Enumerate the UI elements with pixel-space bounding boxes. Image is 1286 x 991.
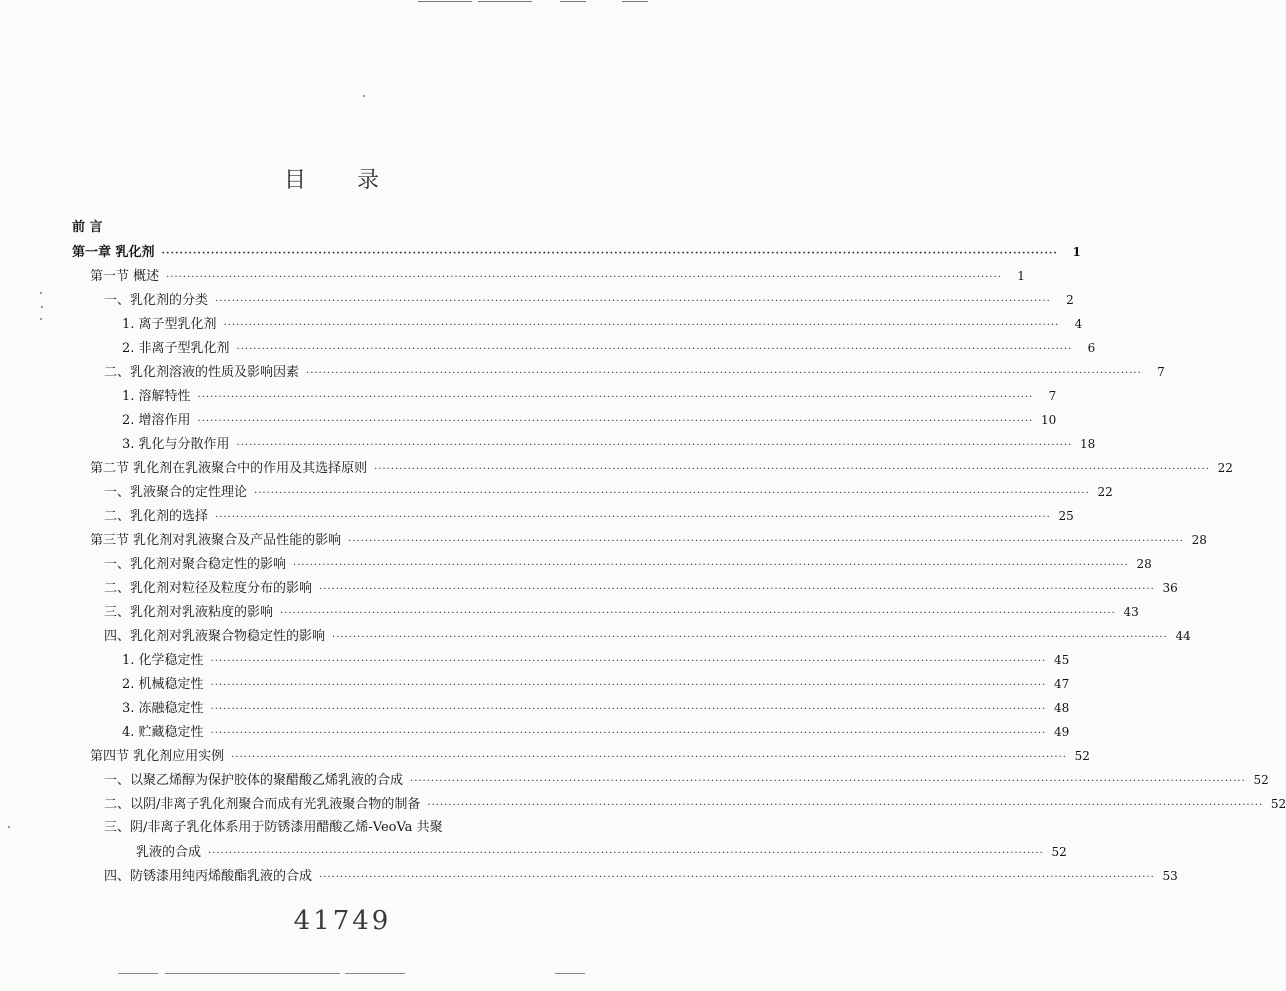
toc-entry xyxy=(72,648,1070,672)
page-title: 目 录 xyxy=(284,168,401,193)
toc-leader-dots: ········································································································································································································ xyxy=(427,800,1264,811)
toc-leader-dots: ········································································································································································································ xyxy=(293,560,1129,571)
toc-entry-title: 二、以阴/非离子乳化剂聚合而成有光乳液聚合物的制备 xyxy=(104,797,421,812)
toc-entry xyxy=(72,504,1074,528)
toc-page-number: 7 xyxy=(1048,389,1057,403)
toc-leader-dots: ········································································································································································································ xyxy=(236,440,1073,451)
toc-leader-dots: ········································································································································································································ xyxy=(319,584,1155,595)
toc-page-number: 6 xyxy=(1087,341,1096,355)
scan-speck xyxy=(41,306,43,308)
toc-entry-title: 1. 溶解特性 xyxy=(122,389,191,404)
toc-entry xyxy=(72,744,1090,768)
toc-leader-dots: ········································································································································································································ xyxy=(332,632,1168,643)
toc-entry xyxy=(72,264,1025,288)
toc-page-number: 22 xyxy=(1097,485,1113,499)
toc-leader-dots: ········································································································································································································ xyxy=(254,488,1090,499)
scan-speck xyxy=(40,318,42,320)
toc-page-number: 52 xyxy=(1074,749,1090,763)
toc-entry xyxy=(72,384,1057,408)
toc-entry-title: 一、以聚乙烯醇为保护胶体的聚醋酸乙烯乳液的合成 xyxy=(104,773,404,788)
toc-entry-title: 4. 贮藏稳定性 xyxy=(122,725,204,740)
toc-page-number: 44 xyxy=(1175,629,1191,643)
toc-entry-title: 前 言 xyxy=(72,220,103,235)
toc-entry-title: 第一章 乳化剂 xyxy=(72,245,155,260)
toc-page-number: 10 xyxy=(1041,413,1057,427)
toc-entry-title: 一、乳液聚合的定性理论 xyxy=(104,485,248,500)
toc-entry xyxy=(72,408,1057,432)
toc-leader-dots: ········································································································································································································ xyxy=(208,848,1044,859)
toc-page-number: 1 xyxy=(1017,269,1025,283)
toc-page-number: 53 xyxy=(1162,869,1178,883)
toc-entry xyxy=(72,768,1269,792)
toc-entry xyxy=(72,336,1096,360)
toc-entry xyxy=(72,216,620,240)
toc-entry xyxy=(72,624,1191,648)
toc-entry-title: 2. 增溶作用 xyxy=(122,413,191,428)
toc-entry-title: 二、乳化剂的选择 xyxy=(104,509,209,524)
toc-entry-title: 二、乳化剂对粒径及粒度分布的影响 xyxy=(104,581,313,596)
scan-edge-line xyxy=(560,1,586,2)
toc-entry xyxy=(72,576,1178,600)
toc-entry xyxy=(72,816,620,840)
toc-leader-dots: ········································································································································································································ xyxy=(410,776,1246,787)
toc-entry-title: 二、乳化剂溶液的性质及影响因素 xyxy=(104,365,300,380)
toc-entry xyxy=(72,456,1233,480)
toc-leader-dots: ········································································································································································································ xyxy=(280,608,1116,619)
toc-leader-dots: ········································································································································································································ xyxy=(197,392,1034,403)
toc-entry xyxy=(72,360,1165,384)
toc-page-number: 48 xyxy=(1054,701,1070,715)
scan-edge-line xyxy=(118,973,158,974)
toc-entry-title: 3. 冻融稳定性 xyxy=(122,701,204,716)
toc-entry-title: 一、乳化剂对聚合稳定性的影响 xyxy=(104,557,287,572)
toc-leader-dots: ········································································································································································································ xyxy=(210,680,1047,691)
toc-leader-dots: ········································································································································································································ xyxy=(166,272,1002,283)
scan-edge-line xyxy=(345,973,405,974)
toc-leader-dots: ········································································································································································································ xyxy=(197,416,1034,427)
toc-entry-title: 第四节 乳化剂应用实例 xyxy=(90,749,225,764)
toc-page-number: 52 xyxy=(1253,773,1269,787)
scan-edge-line xyxy=(622,1,648,2)
toc-page-number: 28 xyxy=(1136,557,1152,571)
toc-page-number: 47 xyxy=(1054,677,1070,691)
toc-entry xyxy=(72,672,1070,696)
toc-entry xyxy=(72,600,1139,624)
toc-entry-title: 四、防锈漆用纯丙烯酸酯乳液的合成 xyxy=(104,869,313,884)
toc-page-number: 1 xyxy=(1072,245,1081,259)
toc-leader-dots: ········································································································································································································ xyxy=(210,728,1047,739)
toc-page-number: 36 xyxy=(1162,581,1178,595)
toc-page-number: 43 xyxy=(1123,605,1139,619)
toc-entry-title: 四、乳化剂对乳液聚合物稳定性的影响 xyxy=(104,629,326,644)
toc-page-number: 7 xyxy=(1157,365,1165,379)
toc-leader-dots: ········································································································································································································ xyxy=(231,752,1067,763)
scan-edge-line xyxy=(418,1,472,2)
scan-edge-line xyxy=(165,973,340,974)
toc-page-number: 22 xyxy=(1217,461,1233,475)
toc-entry xyxy=(72,288,1074,312)
toc-leader-dots: ········································································································································································································ xyxy=(210,656,1047,667)
handwritten-number: 41749 xyxy=(293,906,392,936)
toc-page-number: 49 xyxy=(1054,725,1070,739)
toc-entry-title: 2. 机械稳定性 xyxy=(122,677,204,692)
toc-entry-title: 1. 离子型乳化剂 xyxy=(122,317,217,332)
scan-edge-line xyxy=(555,973,585,974)
toc-entry-title: 三、乳化剂对乳液粘度的影响 xyxy=(104,605,274,620)
toc-entry-title: 第二节 乳化剂在乳液聚合中的作用及其选择原则 xyxy=(90,461,368,476)
toc-entry xyxy=(72,552,1152,576)
toc-leader-dots: ········································································································································································································ xyxy=(215,296,1051,307)
toc-leader-dots: ········································································································································································································ xyxy=(236,344,1073,355)
toc-page-number: 25 xyxy=(1058,509,1074,523)
toc-entry-title: 1. 化学稳定性 xyxy=(122,653,204,668)
scan-speck xyxy=(363,95,365,97)
toc-page-number: 52 xyxy=(1270,797,1286,811)
scan-edge-line xyxy=(478,1,532,2)
toc-entry-title: 一、乳化剂的分类 xyxy=(104,293,209,308)
toc-page-number: 4 xyxy=(1074,317,1083,331)
toc-entry xyxy=(72,480,1113,504)
toc-leader-dots: ········································································································································································································ xyxy=(210,704,1047,715)
toc-entry-title: 2. 非离子型乳化剂 xyxy=(122,341,230,356)
toc-entry-title: 第三节 乳化剂对乳液聚合及产品性能的影响 xyxy=(90,533,342,548)
toc-entry xyxy=(72,432,1096,456)
toc-leader-dots: ········································································································································································································ xyxy=(319,872,1155,883)
toc-leader-dots: ········································································································································································································ xyxy=(374,464,1210,475)
scan-speck xyxy=(40,292,42,294)
toc-page-number: 45 xyxy=(1054,653,1070,667)
toc-page-number: 2 xyxy=(1066,293,1074,307)
toc-entry-title: 第一节 概述 xyxy=(90,269,160,284)
toc-leader-dots: ········································································································································································································ xyxy=(348,536,1184,547)
toc-page-number: 18 xyxy=(1080,437,1096,451)
toc-entry-title: 3. 乳化与分散作用 xyxy=(122,437,230,452)
toc-entry-title: 乳液的合成 xyxy=(136,845,202,860)
toc-entry-title: 三、阴/非离子乳化体系用于防锈漆用醋酸乙烯-VeoVa 共聚 xyxy=(104,820,443,835)
toc-entry xyxy=(72,792,1286,816)
toc-leader-dots: ········································································································································································································ xyxy=(223,320,1060,331)
toc-page-number: 28 xyxy=(1191,533,1207,547)
toc-entry xyxy=(72,528,1207,552)
toc-leader-dots: ········································································································································································································ xyxy=(161,248,1058,259)
toc-page-number: 52 xyxy=(1051,845,1067,859)
toc-leader-dots: ········································································································································································································ xyxy=(306,368,1142,379)
toc-entry xyxy=(72,864,1178,888)
toc-entry xyxy=(72,240,1081,264)
toc-entry xyxy=(72,720,1070,744)
scan-speck xyxy=(8,826,10,828)
toc-entry xyxy=(72,696,1070,720)
toc-entry xyxy=(72,312,1083,336)
toc-entry xyxy=(72,840,1067,864)
table-of-contents xyxy=(72,216,1286,888)
toc-leader-dots: ········································································································································································································ xyxy=(215,512,1051,523)
